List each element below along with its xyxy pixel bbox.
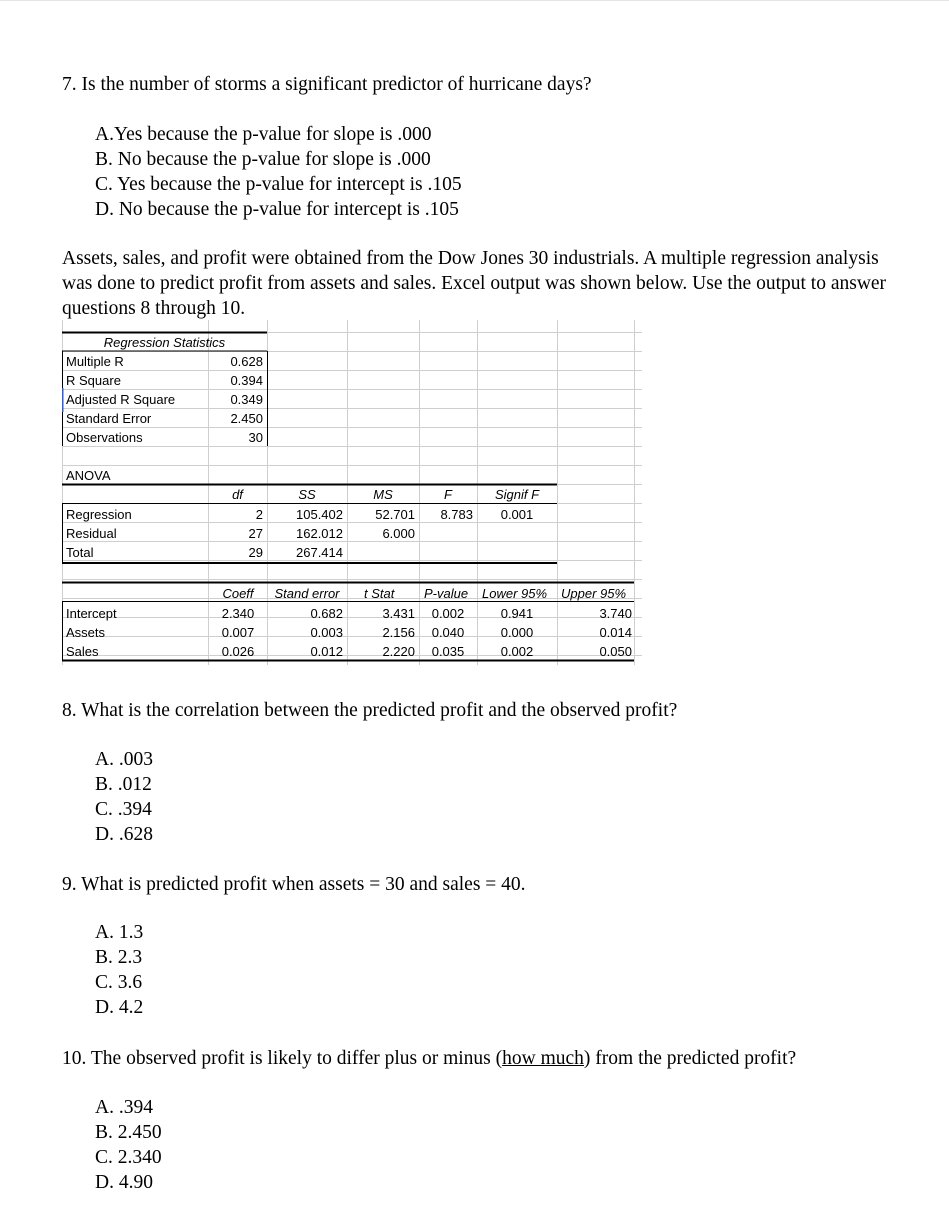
anova-cell: 267.414 [296,545,343,560]
coef-row-label: Assets [66,625,106,640]
coef-header-t-stat: t Stat [364,586,395,601]
coef-cell: 2.220 [382,644,415,659]
anova-header-ss: SS [298,487,316,502]
q10-option-b: B. 2.450 [95,1122,162,1143]
anova-cell: 6.000 [382,526,415,541]
coef-header-p-value: P-value [424,586,469,601]
stat-label-r-square: R Square [66,373,121,388]
coef-cell: 2.156 [382,625,415,640]
q9-option-c: C. 3.6 [95,972,143,993]
regression-stats-title: Regression Statistics [103,335,226,350]
q10-option-a: A. .394 [95,1097,153,1118]
coef-cell: 3.740 [599,606,632,621]
anova-header-f: F [444,487,452,502]
coef-cell: 0.026 [221,644,255,659]
q10-text-underlined: how much [502,1048,584,1069]
q8-option-b: B. .012 [95,774,152,795]
anova-cell: 162.012 [296,526,343,541]
q10-option-c: C. 2.340 [95,1147,162,1168]
anova-row-label: Regression [66,507,132,522]
stat-label-standard-error: Standard Error [66,411,152,426]
coef-header-upper-95: Upper 95% [561,586,627,601]
anova-row-label: Residual [66,526,117,541]
anova-header-signif-f: Signif F [494,487,540,502]
anova-cell: 2 [255,507,263,522]
q7-option-d: D. No because the p-value for intercept is .105 [95,199,459,220]
coef-header-coeff: Coeff [222,586,254,601]
q8-option-d: D. .628 [95,824,153,845]
coef-cell: 0.014 [599,625,632,640]
coef-row-label: Sales [66,644,99,659]
coef-header-stand-error: Stand error [274,586,340,601]
anova-cell: 8.783 [440,507,473,522]
coef-cell: 2.340 [221,606,255,621]
anova-title: ANOVA [66,468,111,483]
coef-cell: 0.003 [310,625,343,640]
anova-row-label: Total [66,545,94,560]
q10-option-d: D. 4.90 [95,1172,153,1193]
q10-text-after: ) from the predicted profit? [583,1048,797,1069]
anova-header-df: df [232,487,243,502]
coef-cell: 0.050 [599,644,632,659]
coef-header-lower-95: Lower 95% [482,586,548,601]
coef-cell: 0.002 [500,644,534,659]
anova-cell: 0.001 [500,507,534,522]
stat-value-standard-error: 2.450 [230,411,263,426]
q9-option-a: A. 1.3 [95,922,144,943]
stat-value-r-square: 0.394 [230,373,263,388]
q9-option-d: D. 4.2 [95,997,144,1018]
coef-cell: 0.000 [500,625,534,640]
q10-text-before: 10. The observed profit is likely to differ plus or minus ( [62,1048,503,1069]
stat-value-adjusted-r-square: 0.349 [230,392,263,407]
stat-label-observations: Observations [66,430,143,445]
anova-header-ms: MS [373,487,393,502]
excel-output [62,320,642,665]
anova-cell: 52.701 [375,507,415,522]
q7-option-b: B. No because the p-value for slope is .000 [95,149,431,170]
anova-cell: 29 [248,545,263,560]
question-9: 9. What is predicted profit when assets = 30 and sales = 40. [62,874,526,895]
coef-row-label: Intercept [66,606,117,621]
coef-cell: 0.040 [431,625,465,640]
coef-cell: 0.007 [221,625,255,640]
coef-cell: 3.431 [382,606,415,621]
coef-cell: 0.035 [431,644,465,659]
coef-cell: 0.682 [310,606,343,621]
question-7: 7. Is the number of storms a significant predictor of hurricane days? [62,74,592,95]
q8-option-a: A. .003 [95,749,153,770]
stat-value-multiple-r: 0.628 [230,354,263,369]
q9-option-b: B. 2.3 [95,947,143,968]
question-10 [62,1046,796,1071]
intro-paragraph: Assets, sales, and profit were obtained from the Dow Jones 30 industrials. A multiple regression analysis was done to predict profit from assets and sales. Excel output was shown below. Use the output to answer questions 8 through 10. [62,248,887,319]
coef-cell: 0.941 [500,606,534,621]
stat-label-multiple-r: Multiple R [66,354,124,369]
question-8: 8. What is the correlation between the predicted profit and the observed profit? [62,700,678,721]
anova-cell: 105.402 [296,507,343,522]
coef-cell: 0.002 [431,606,465,621]
coef-cell: 0.012 [310,644,343,659]
anova-cell: 27 [248,526,263,541]
q7-option-a: A.Yes because the p-value for slope is .000 [95,124,432,145]
q8-option-c: C. .394 [95,799,152,820]
stat-value-observations: 30 [248,430,263,445]
stat-label-adjusted-r-square: Adjusted R Square [66,392,176,407]
q7-option-c: C. Yes because the p-value for intercept is .105 [95,174,462,195]
